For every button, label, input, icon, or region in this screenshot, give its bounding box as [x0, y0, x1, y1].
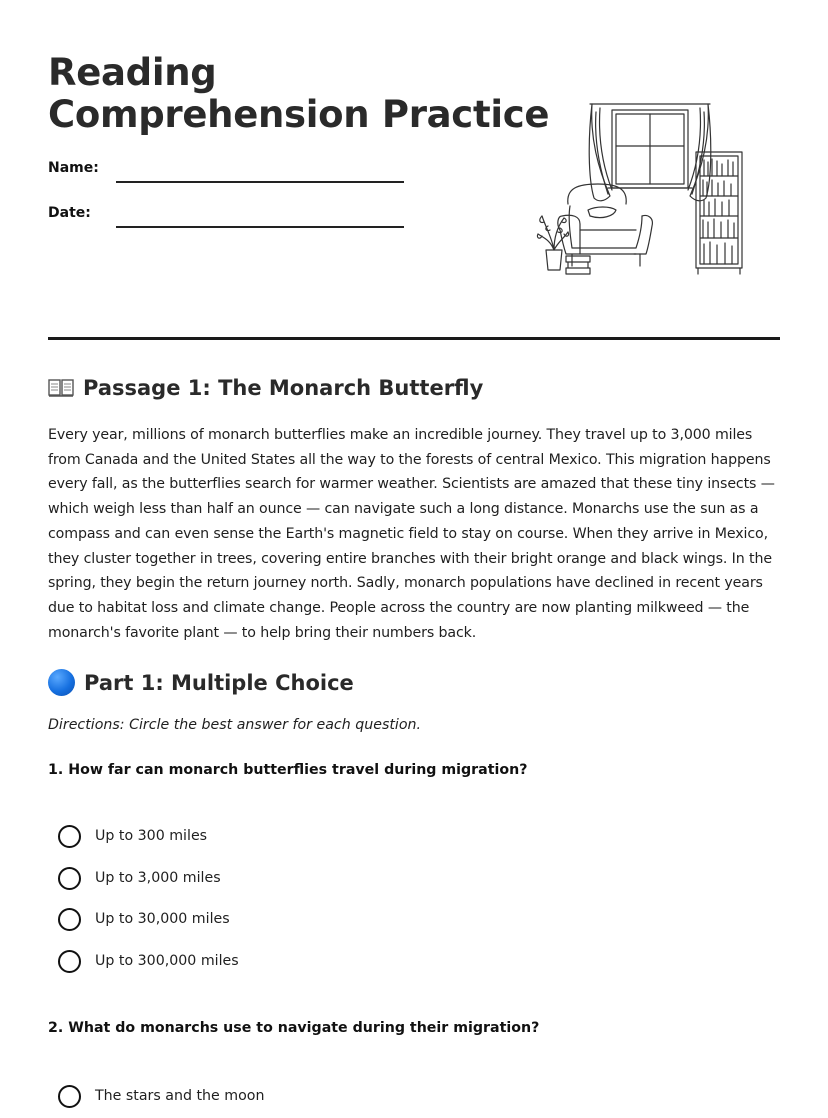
option-label: Up to 300,000 miles: [95, 953, 239, 969]
option-label: Up to 300 miles: [95, 828, 208, 844]
q2-option-a[interactable]: [58, 1084, 264, 1108]
question-1: 1. How far can monarch butterflies travel during migration?: [48, 762, 528, 778]
directions-text: Directions: Circle the best answer for each question.: [48, 717, 422, 733]
radio-circle[interactable]: [58, 867, 81, 890]
q1-option-c[interactable]: [58, 907, 230, 931]
radio-circle[interactable]: [58, 825, 81, 848]
part1-heading: [48, 669, 354, 696]
passage-heading: [48, 376, 483, 400]
title-line-2: Comprehension Practice: [48, 93, 550, 136]
section-divider: [48, 337, 780, 340]
name-label: Name:: [48, 160, 99, 176]
passage-text: Every year, millions of monarch butterflies make an incredible journey. They travel up to 3,000 miles from Canada and the United States all the way to the forests of central Mexico. This migration happens every fall, as the butterflies search for warmer weather. Scientists are amazed that these tiny insects — which weigh less than half an ounce — can navigate such a long distance. Monarchs use the sun as a compass and can even sense the Earth's magnetic field to stay on course. When they arrive in Mexico, they cluster together in trees, covering entire branches with their bright orange and black wings. In the spring, they begin the return journey north. Sadly, monarch populations have declined in recent years due to habitat loss and climate change. People across the country are now planting milkweed — the monarch's favorite plant — to help bring their numbers back.: [48, 427, 775, 641]
radio-circle[interactable]: [58, 908, 81, 931]
part1-heading-text: Part 1: Multiple Choice: [84, 670, 354, 695]
worksheet-title: [48, 52, 549, 136]
open-book-icon: [48, 378, 74, 398]
radio-circle[interactable]: [58, 1085, 81, 1108]
title-line-1: Reading: [48, 51, 217, 94]
q1-option-a[interactable]: [58, 824, 207, 848]
option-label: The stars and the moon: [95, 1088, 265, 1104]
q1-option-b[interactable]: [58, 866, 221, 890]
blue-circle-icon: [48, 669, 75, 696]
reading-room-illustration: [532, 98, 748, 278]
q1-option-d[interactable]: [58, 949, 239, 973]
name-field-line[interactable]: [116, 181, 404, 183]
option-label: Up to 30,000 miles: [95, 911, 230, 927]
date-label: Date:: [48, 205, 91, 221]
radio-circle[interactable]: [58, 950, 81, 973]
option-label: Up to 3,000 miles: [95, 870, 221, 886]
question-2: 2. What do monarchs use to navigate during their migration?: [48, 1020, 540, 1036]
passage-heading-text: Passage 1: The Monarch Butterfly: [83, 376, 484, 400]
date-field-line[interactable]: [116, 226, 404, 228]
